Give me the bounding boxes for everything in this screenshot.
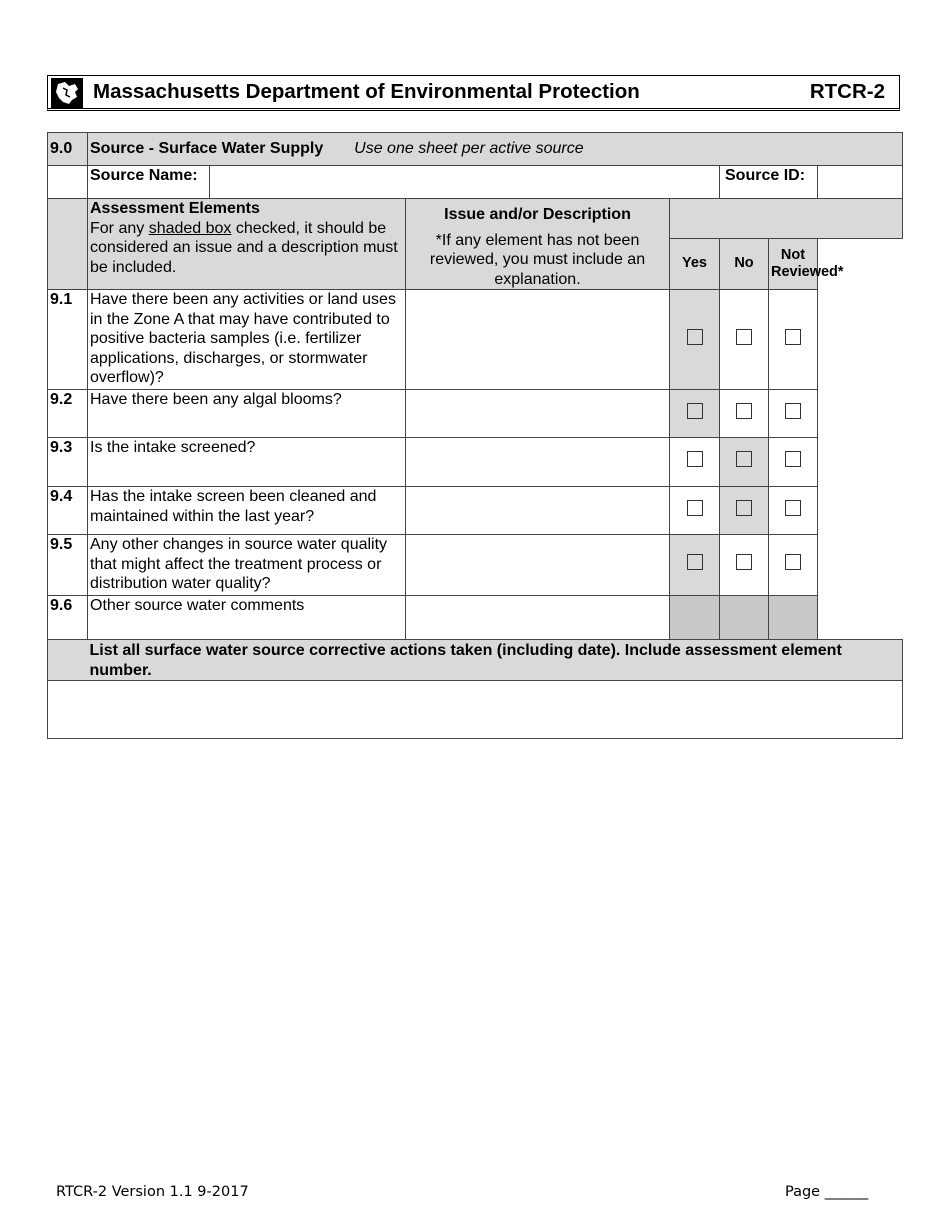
not-reviewed-checkbox[interactable] <box>785 329 801 345</box>
section-header-row <box>48 133 903 166</box>
section-title: Source - Surface Water Supply <box>90 140 324 158</box>
row-number: 9.5 <box>48 535 88 596</box>
no-checkbox[interactable] <box>736 500 752 516</box>
no-checkbox[interactable] <box>736 403 752 419</box>
issue-description-input[interactable] <box>406 487 670 535</box>
source-id-label: Source ID: <box>720 166 818 199</box>
footer-page: Page ______ <box>785 1184 869 1200</box>
section-instruction: Use one sheet per active source <box>354 140 584 158</box>
issue-note: *If any element has not been reviewed, you must include an explanation. <box>429 231 646 288</box>
page-title: Massachusetts Department of Environmental Protection <box>93 80 640 103</box>
issue-description-input[interactable] <box>406 390 670 438</box>
row-question: Have there been any activities or land uses in the Zone A that may have contributed to positive bacteria samples (i.e. fertilizer applications, discharges, or stormwater overflow)? <box>88 290 406 390</box>
assessment-note-pre: For any <box>90 219 149 237</box>
assessment-title: Assessment Elements <box>90 200 260 217</box>
row-question: Any other changes in source water quality that might affect the treatment process or distribution water quality? <box>88 535 406 596</box>
not-reviewed-checkbox[interactable] <box>785 500 801 516</box>
footer-version: RTCR-2 Version 1.1 9-2017 <box>56 1184 249 1200</box>
corrective-actions-label: List all surface water source corrective actions taken (including date). Include assessment element number. <box>88 640 903 681</box>
row-number: 9.4 <box>48 487 88 535</box>
row-question: Is the intake screened? <box>88 438 406 487</box>
section-number: 9.0 <box>48 133 88 166</box>
source-name-label: Source Name: <box>88 166 210 199</box>
not-reviewed-checkbox[interactable] <box>785 554 801 570</box>
not-reviewed-header: Not Reviewed* <box>769 238 818 289</box>
assessment-note-post: checked, it should be considered an issue and a description must be included. <box>90 219 398 276</box>
table-row <box>48 596 903 640</box>
corrective-actions-row <box>48 681 903 739</box>
not-reviewed-checkbox[interactable] <box>785 403 801 419</box>
no-checkbox[interactable] <box>736 329 752 345</box>
source-row <box>48 166 903 199</box>
source-name-input[interactable] <box>210 166 720 199</box>
column-header-row <box>48 199 903 239</box>
yes-checkbox[interactable] <box>687 451 703 467</box>
row-question: Other source water comments <box>88 596 406 640</box>
table-row <box>48 487 903 535</box>
assessment-header <box>88 199 406 290</box>
section-title-cell <box>88 133 903 166</box>
massdep-logo-icon <box>51 78 83 108</box>
row-question: Has the intake screen been cleaned and maintained within the last year? <box>88 487 406 535</box>
row-number: 9.6 <box>48 596 88 640</box>
corrective-actions-header <box>48 640 903 681</box>
yes-checkbox[interactable] <box>687 329 703 345</box>
no-header: No <box>720 238 769 289</box>
row-number: 9.2 <box>48 390 88 438</box>
issue-description-input[interactable] <box>406 535 670 596</box>
issue-header <box>406 199 670 290</box>
yes-checkbox[interactable] <box>687 500 703 516</box>
yes-checkbox[interactable] <box>687 403 703 419</box>
no-checkbox[interactable] <box>736 451 752 467</box>
yes-checkbox[interactable] <box>687 554 703 570</box>
form-code: RTCR-2 <box>809 80 885 103</box>
table-row <box>48 290 903 390</box>
issue-description-input[interactable] <box>406 290 670 390</box>
assessment-table <box>47 132 903 739</box>
table-row <box>48 535 903 596</box>
row-question: Have there been any algal blooms? <box>88 390 406 438</box>
issue-description-input[interactable] <box>406 596 670 640</box>
issue-description-input[interactable] <box>406 438 670 487</box>
issue-title: Issue and/or Description <box>444 206 631 223</box>
table-row <box>48 390 903 438</box>
not-reviewed-checkbox[interactable] <box>785 451 801 467</box>
table-row <box>48 438 903 487</box>
row-number: 9.1 <box>48 290 88 390</box>
form-header <box>47 75 900 111</box>
assessment-note-underline: shaded box <box>148 219 232 237</box>
yes-header: Yes <box>670 238 720 289</box>
source-id-input[interactable] <box>818 166 903 199</box>
no-checkbox[interactable] <box>736 554 752 570</box>
row-number: 9.3 <box>48 438 88 487</box>
corrective-actions-input[interactable] <box>48 681 903 739</box>
